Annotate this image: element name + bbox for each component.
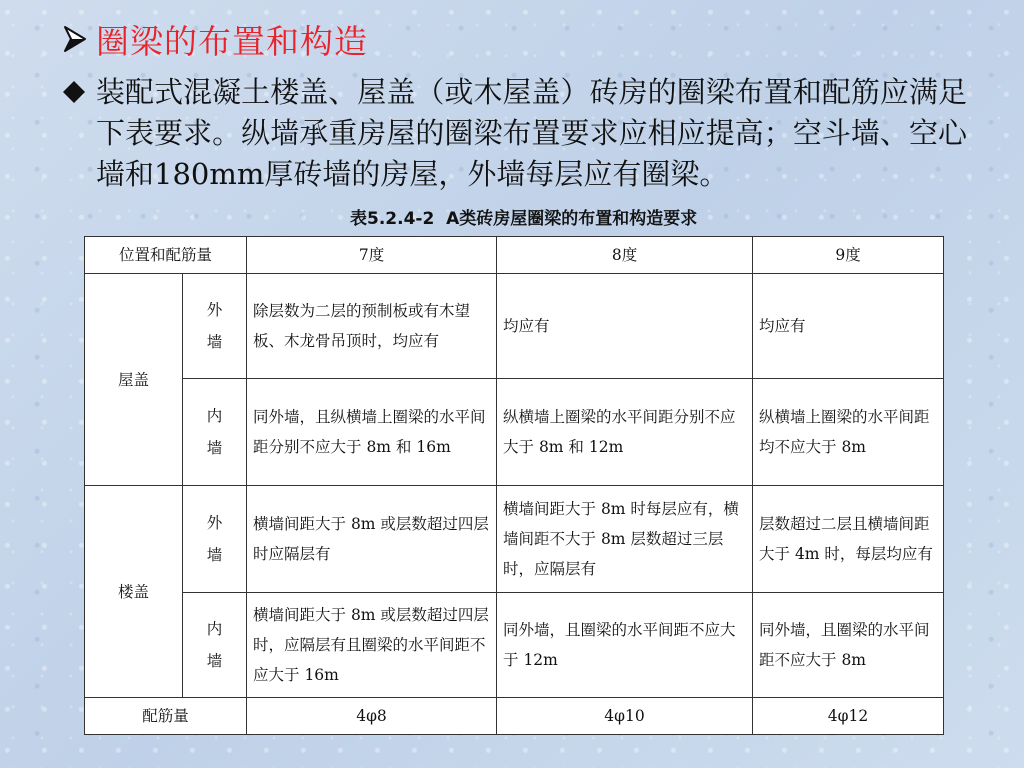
cell-7-degree: 同外墙，且纵横墙上圈梁的水平间距分别不应大于 8m 和 16m — [247, 379, 497, 486]
cell-9-degree: 均应有 — [753, 274, 944, 379]
table-caption: 表5.2.4-2 A类砖房屋圈梁的布置和构造要求 — [350, 209, 698, 229]
table-row — [85, 274, 944, 379]
table-row — [85, 379, 944, 486]
diamond-bullet-icon — [62, 80, 86, 104]
cell-8-degree: 纵横墙上圈梁的水平间距分别不应大于 8m 和 12m — [497, 379, 753, 486]
wall-type-inner: 内墙 — [183, 593, 247, 698]
table-row — [85, 486, 944, 593]
header-8-degree: 8度 — [497, 237, 753, 274]
cell-8-degree: 横墙间距大于 8m 时每层应有，横墙间距不大于 8m 层数超过三层时，应隔层有 — [497, 486, 753, 593]
slide-title-row — [62, 14, 368, 64]
table-row-rebar — [85, 698, 944, 735]
slide-title: 圈梁的布置和构造 — [96, 21, 368, 61]
wall-type-inner: 内墙 — [183, 379, 247, 486]
table-header-row — [85, 237, 944, 274]
cell-7-degree: 除层数为二层的预制板或有木望板、木龙骨吊顶时，均应有 — [247, 274, 497, 379]
rebar-8-degree: 4φ10 — [497, 698, 753, 735]
header-7-degree: 7度 — [247, 237, 497, 274]
group-floor: 楼盖 — [85, 486, 183, 698]
wall-type-outer: 外墙 — [183, 486, 247, 593]
intro-paragraph-text: 装配式混凝土楼盖、屋盖（或木屋盖）砖房的圈梁布置和配筋应满足下表要求。纵墙承重房屋的圈梁布置要求应相应提高；空斗墙、空心墙和180mm厚砖墙的房屋，外墙每层应有圈梁。 — [96, 75, 967, 191]
arrow-bullet-icon — [62, 24, 88, 54]
cell-8-degree: 同外墙，且圈梁的水平间距不应大于 12m — [497, 593, 753, 698]
ring-beam-requirements-table — [84, 236, 944, 735]
cell-8-degree: 均应有 — [497, 274, 753, 379]
rebar-9-degree: 4φ12 — [753, 698, 944, 735]
intro-paragraph — [62, 72, 967, 195]
group-roof: 屋盖 — [85, 274, 183, 486]
cell-9-degree: 同外墙，且圈梁的水平间距不应大于 8m — [753, 593, 944, 698]
table-row — [85, 593, 944, 698]
cell-7-degree: 横墙间距大于 8m 或层数超过四层时应隔层有 — [247, 486, 497, 593]
cell-9-degree: 纵横墙上圈梁的水平间距均不应大于 8m — [753, 379, 944, 486]
header-position: 位置和配筋量 — [85, 237, 247, 274]
wall-type-outer: 外墙 — [183, 274, 247, 379]
rebar-7-degree: 4φ8 — [247, 698, 497, 735]
rebar-label: 配筋量 — [85, 698, 247, 735]
header-9-degree: 9度 — [753, 237, 944, 274]
cell-9-degree: 层数超过二层且横墙间距大于 4m 时，每层均应有 — [753, 486, 944, 593]
cell-7-degree: 横墙间距大于 8m 或层数超过四层时，应隔层有且圈梁的水平间距不应大于 16m — [247, 593, 497, 698]
